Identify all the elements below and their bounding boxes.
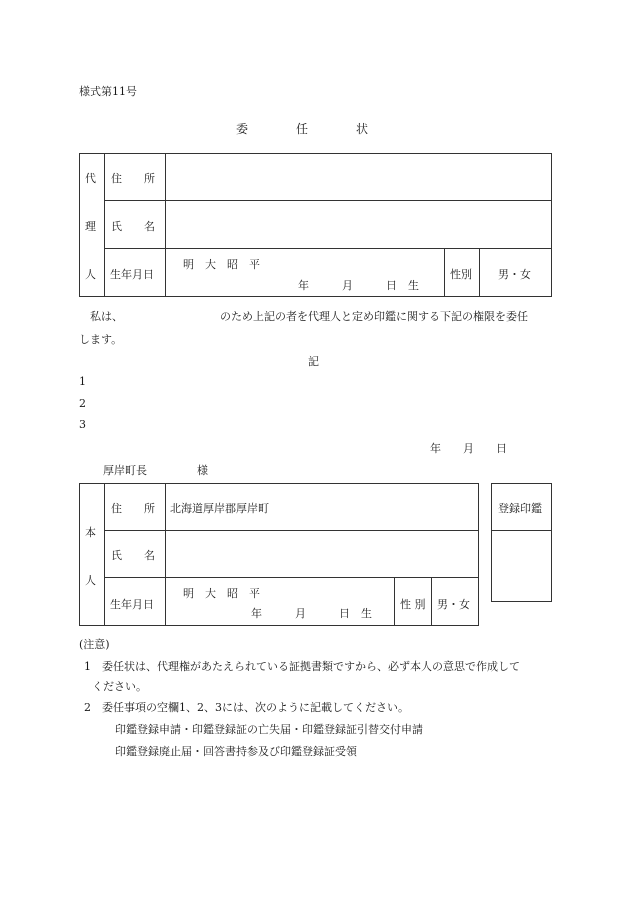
form-number: 様式第11号: [79, 85, 137, 98]
principal-address-value[interactable]: 北海道厚岸郡厚岸町: [170, 502, 269, 515]
agent-address-field[interactable]: [166, 154, 551, 200]
note-1-line-b: ください。: [92, 680, 147, 693]
note-2-line-1: 印鑑登録申請・印鑑登録証の亡失届・印鑑登録証引替交付申請: [115, 723, 423, 736]
principal-era-options: 明 大 昭 平: [183, 587, 260, 600]
delegation-text-end: します。: [79, 333, 123, 346]
addressee: 厚岸町長: [103, 464, 147, 477]
agent-address-label: 住 所: [111, 172, 155, 185]
principal-date-format: 年 月 日 生: [251, 607, 372, 620]
note-2: 2 委任事項の空欄1、2、3には、次のように記載してください。: [84, 701, 409, 714]
ki-label: 記: [308, 355, 319, 368]
agent-name-label: 氏 名: [111, 220, 155, 233]
note-1-line-a: 1 委任状は、代理権があたえられている証拠書類ですから、必ず本人の意思で作成して: [84, 660, 520, 673]
principal-dob-label: 生年月日: [110, 598, 154, 611]
agent-name-field[interactable]: [166, 201, 551, 248]
principal-name-field[interactable]: [166, 531, 478, 577]
principal-address-label: 住 所: [111, 502, 155, 515]
notes-header: (注意): [79, 638, 110, 651]
agent-date-format: 年 月 日 生: [298, 279, 419, 292]
date-line: 年 月 日: [430, 442, 507, 455]
principal-gender-options: 男・女: [437, 598, 470, 611]
principal-name-label: 氏 名: [111, 549, 155, 562]
registered-seal-field[interactable]: [492, 531, 551, 601]
principal-gender-label: 性 別: [400, 598, 426, 611]
delegation-text-start: 私は、: [90, 310, 123, 323]
addressee-honorific: 様: [197, 464, 208, 477]
document-title: 委 任 状: [236, 122, 369, 136]
agent-gender-label: 性別: [450, 268, 472, 281]
item-number-3: 3: [79, 418, 86, 431]
agent-dob-label: 生年月日: [110, 268, 154, 281]
agent-era-options: 明 大 昭 平: [183, 258, 260, 271]
principal-side-label-2: 人: [85, 574, 96, 587]
note-2-line-2: 印鑑登録廃止届・回答書持参及び印鑑登録証受領: [115, 745, 357, 758]
agent-side-label-2: 理: [85, 220, 96, 233]
agent-gender-options: 男・女: [498, 268, 531, 281]
agent-side-label-3: 人: [85, 268, 96, 281]
delegation-text-middle: のため上記の者を代理人と定め印鑑に関する下記の権限を委任: [220, 310, 528, 323]
delegation-purpose-field[interactable]: [124, 306, 216, 322]
agent-side-label-1: 代: [85, 172, 96, 185]
registered-seal-label: 登録印鑑: [498, 502, 542, 515]
item-number-2: 2: [79, 397, 86, 410]
item-number-1: 1: [79, 375, 86, 388]
principal-side-label-1: 本: [85, 526, 96, 539]
